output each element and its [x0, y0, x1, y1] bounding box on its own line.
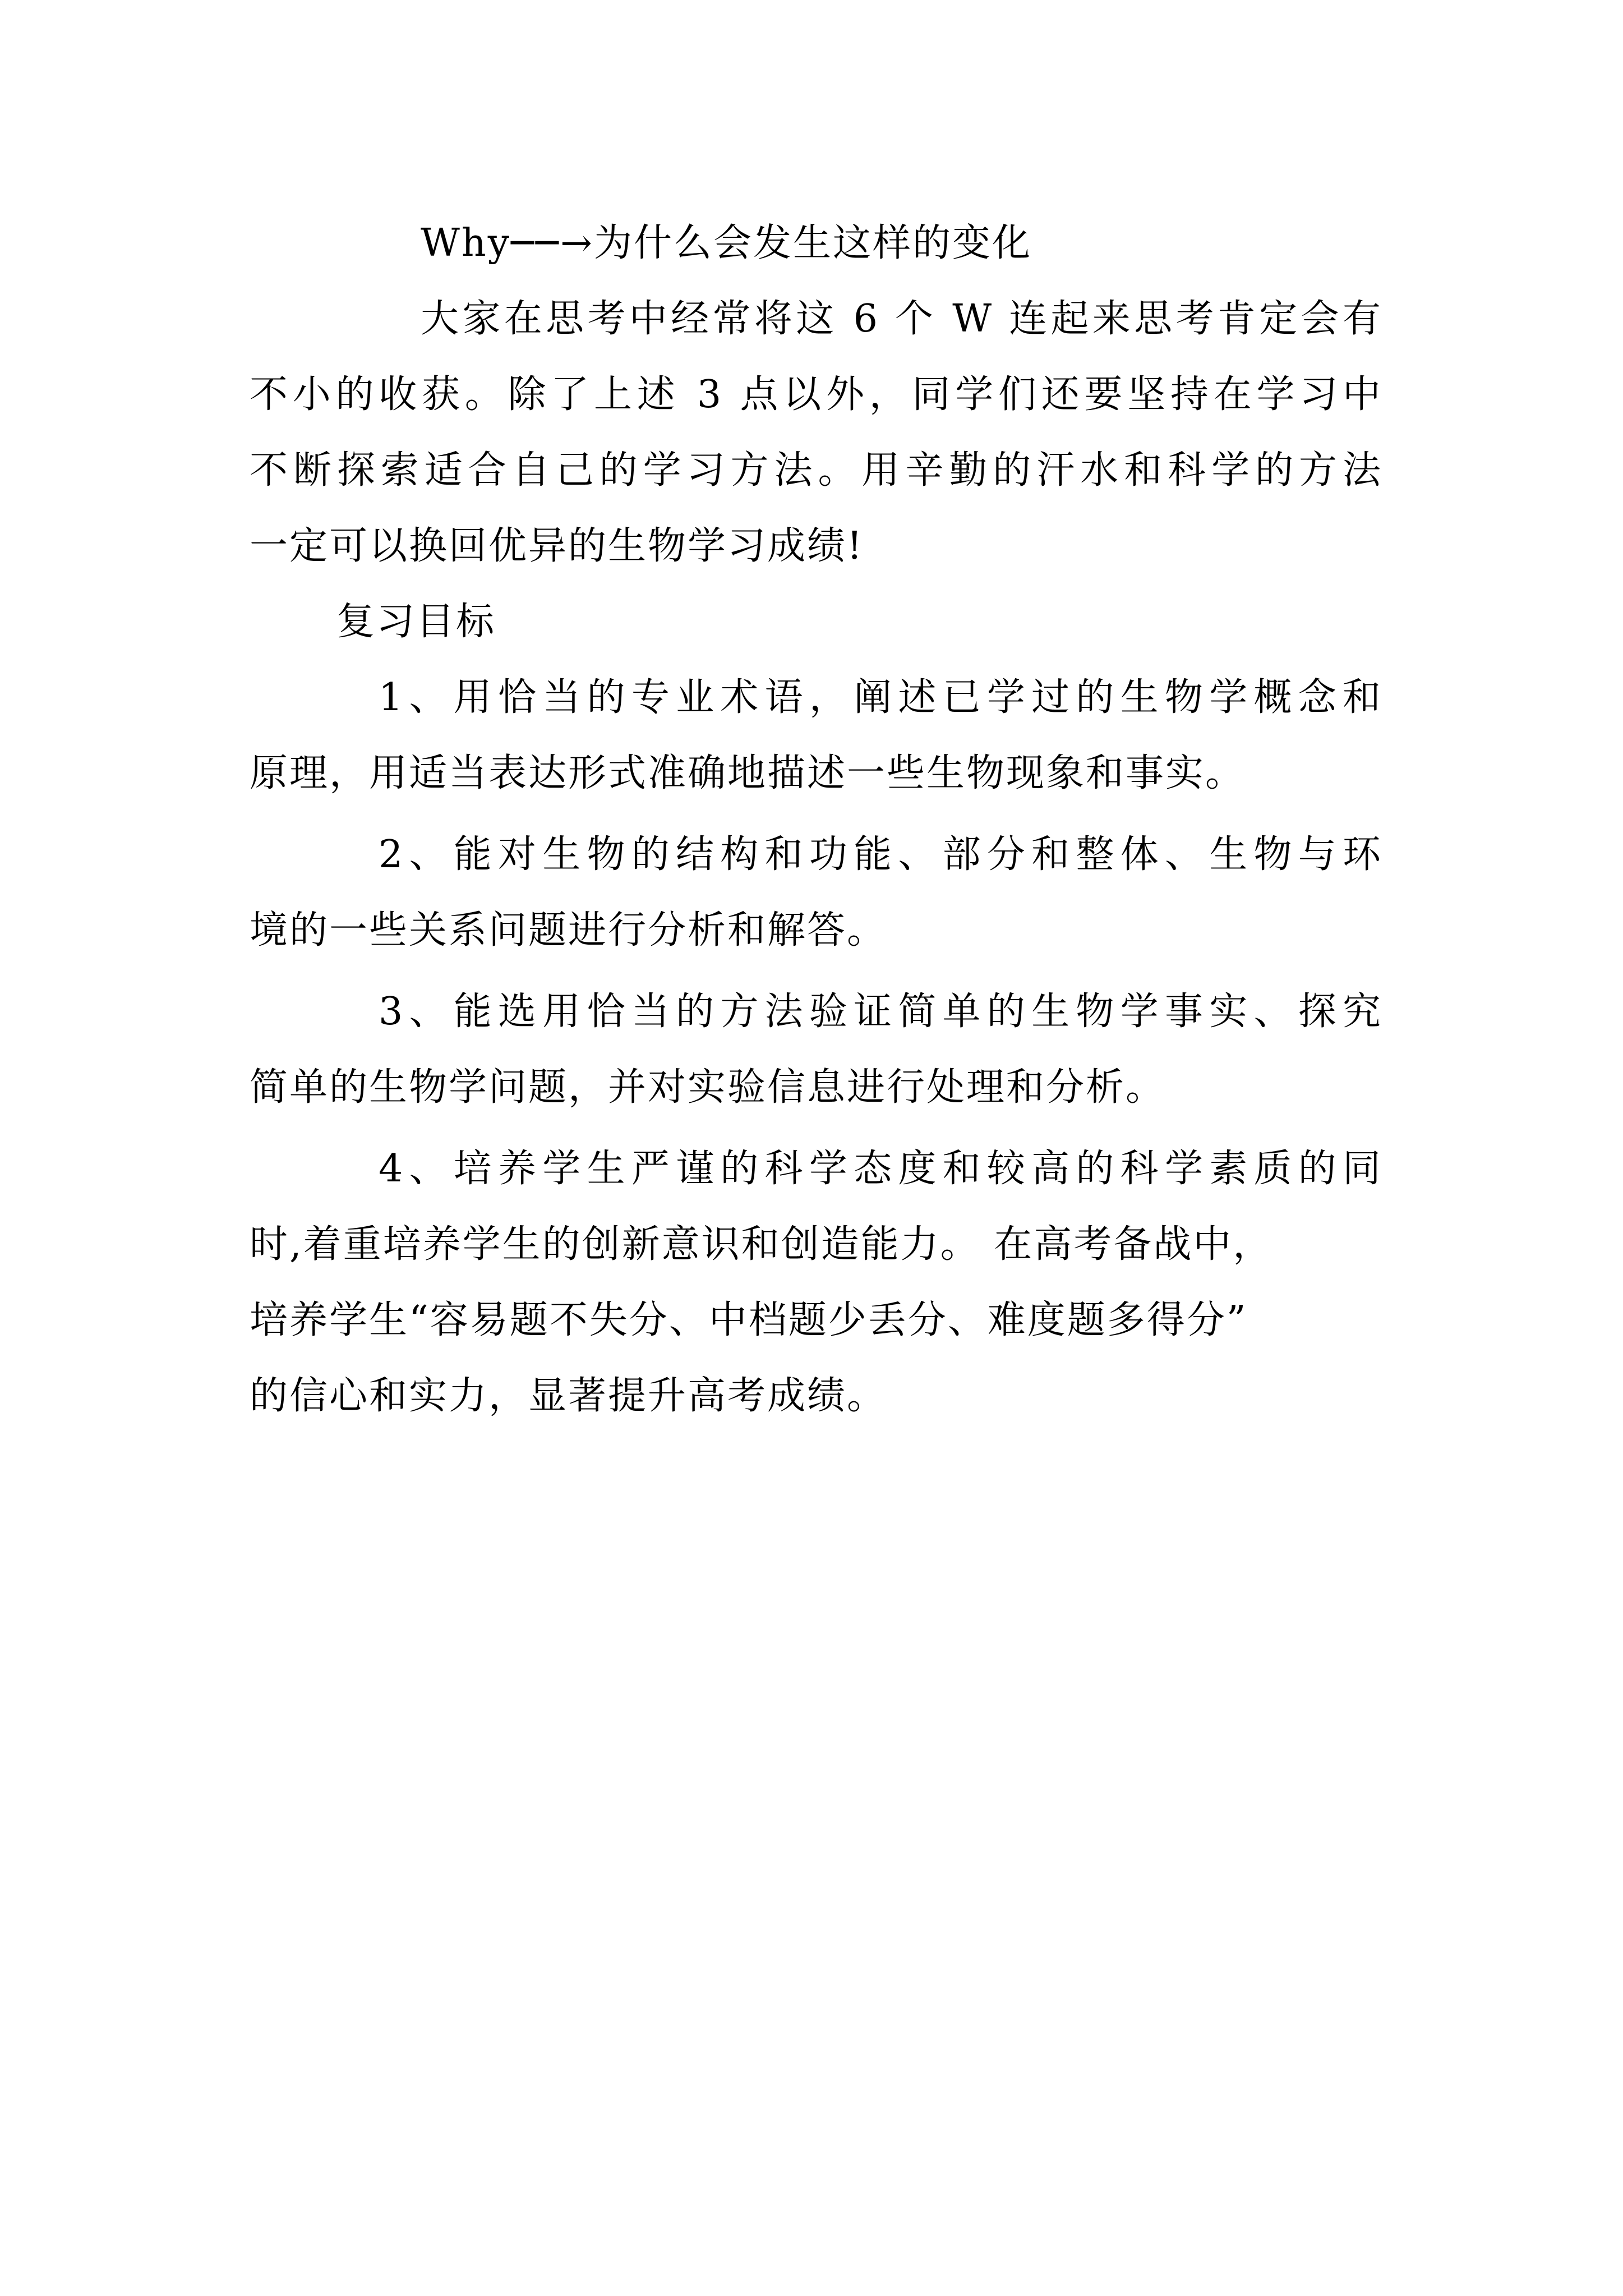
- objective-line: 2、能对生物的结构和功能、部分和整体、生物与环: [379, 832, 1382, 877]
- objective-line: 培养学生“容易题不失分、中档题少丢分、难度题多得分”: [250, 1298, 1248, 1342]
- objective-line: 境的一些关系问题进行分析和解答。: [250, 908, 887, 953]
- objective-line: 简单的生物学问题，并对实验信息进行处理和分析。: [250, 1065, 1166, 1110]
- why-line: Why──→为什么会发生这样的变化: [421, 221, 1032, 265]
- objective-line: 3、能选用恰当的方法验证简单的生物学事实、探究: [379, 990, 1382, 1034]
- section-heading: 复习目标: [336, 600, 496, 644]
- objective-line: 4、培养学生严谨的科学态度和较高的科学素质的同: [379, 1147, 1382, 1191]
- paragraph-line: 大家在思考中经常将这 6 个 W 连起来思考肯定会有: [421, 297, 1382, 341]
- paragraph-line: 不小的收获。除了上述 3 点以外，同学们还要坚持在学习中: [250, 372, 1382, 417]
- objective-line: 时,着重培养学生的创新意识和创造能力。 在高考备战中，: [250, 1222, 1273, 1267]
- paragraph-line: 一定可以换回优异的生物学习成绩!: [250, 524, 864, 568]
- objective-line: 原理，用适当表达形式准确地描述一些生物现象和事实。: [250, 751, 1246, 795]
- objective-line: 的信心和实力，显著提升高考成绩。: [250, 1374, 887, 1418]
- objective-line: 1、用恰当的专业术语，阐述已学过的生物学概念和: [379, 675, 1382, 720]
- paragraph-line: 不断探索适合自己的学习方法。用辛勤的汗水和科学的方法: [250, 448, 1382, 493]
